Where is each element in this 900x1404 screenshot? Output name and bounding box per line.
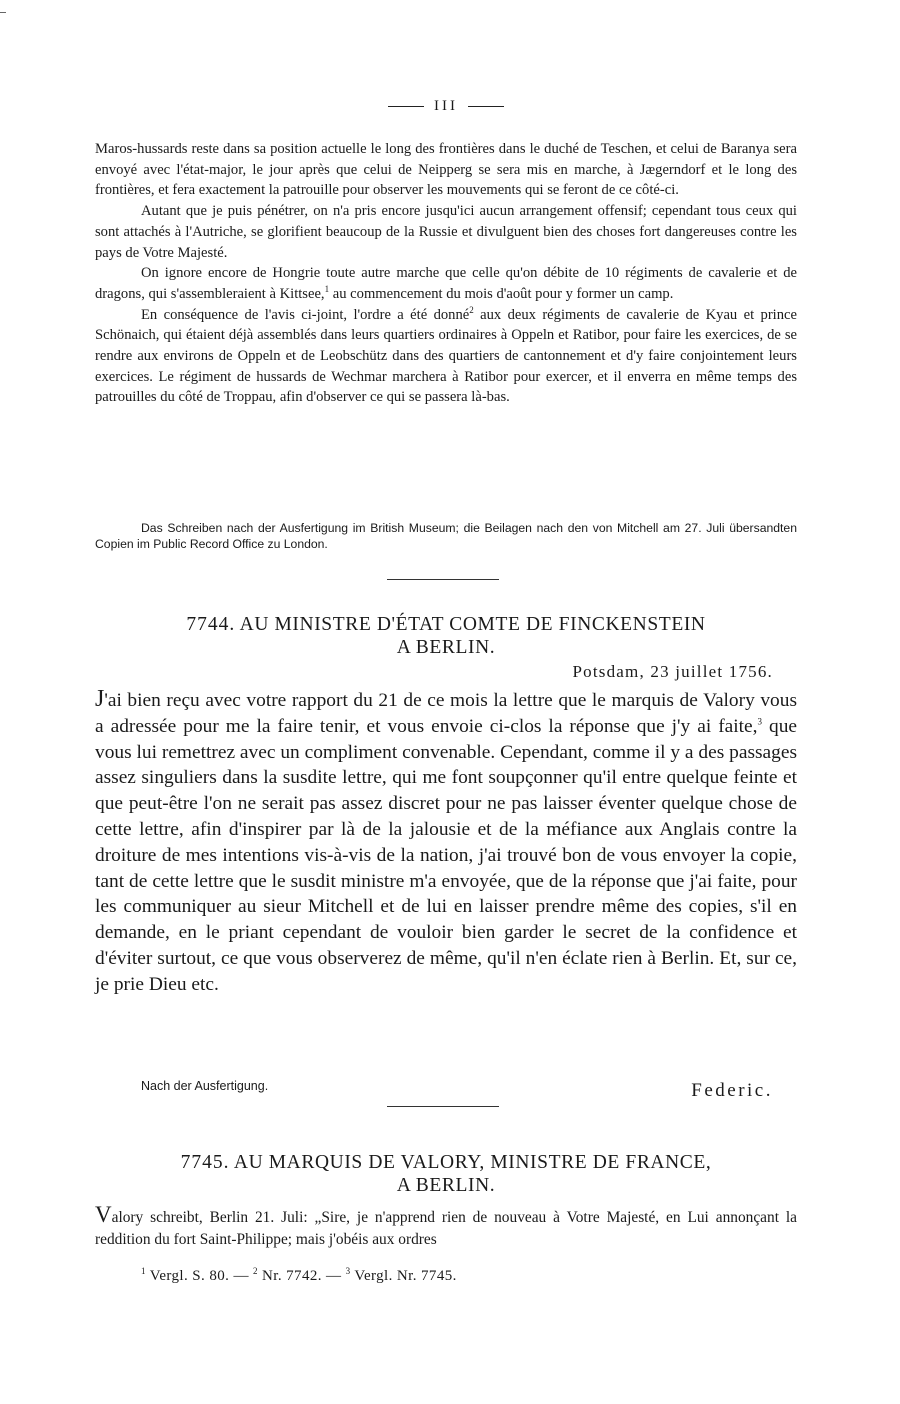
letter-7745-heading (95, 1151, 797, 1197)
letter-7744-body-text-a: 'ai bien reçu avec votre rapport du 21 de ce mois la lettre que le marquis de Valory vous a adressée pour me la faire tenir, et vous envoie ci-clos la réponse que j'y ai faite, (95, 690, 797, 737)
footnotes (141, 1268, 457, 1285)
footnote-ref-1: 1 (324, 284, 330, 295)
letter-7744-body-text-b: que vous lui remettrez avec un compliment convenable. Cependant, comme il y a des passages assez singuliers dans la susdite lettre, qui me font soupçonner qu'il entre quelque feinte et que peut-être l'on ne serait pas assez discret pour ne pas laisser éventer quelque chose de cette lettre, afin d'inspirer par là de la jalousie et de la méfiance aux Anglais contre la droiture de mes intentions vis-à-vis de la nation, j'ai trouvé bon de vous envoyer la copie, tant de cette lettre que le susdit ministre m'a envoyée, que de la réponse que j'ai faite, pour les communiquer au sieur Mitchell et de lui en laisser prendre même des copies, s'il en demande, en le priant cependant de vouloir bien garder le secret de la confidence et d'éviter surtout, ce que vous observerez de même, qu'il n'en éclate rien à Berlin. Et, sur ce, je prie Dieu etc. (95, 715, 797, 995)
report-paragraph-3-text-a: On ignore encore de Hongrie toute autre marche que celle qu'on débite de 10 régiments de cavalerie et de dragons, qui s'assembleraient à Kittsee, (95, 265, 797, 302)
report-paragraph-4-text-b: aux deux régiments de cavalerie de Kyau et prince Schönaich, qui étaient déjà assemblés dans leurs quartiers ordinaires à Oppeln et Ratibor, pour faire les exercices, de se rendre aux environs de Oppeln et de Leobschütz dans des quartiers de cantonnement et d'y faire conjointement leurs exercices. Le régiment de hussards de Wechmar marchera à Ratibor pour exercer, et il enverra en même temps des patrouilles du côté de Troppau, afin d'observer ce qui se passera là-bas. (95, 306, 797, 406)
page-header (95, 98, 797, 115)
letter-7745-title: AU MARQUIS DE VALORY, MINISTRE DE FRANCE, (233, 1152, 712, 1173)
letter-7745-body-text: alory schreibt, Berlin 21. Juli: „Sire, je n'apprend rien de nouveau à Votre Majesté, en Lui annonçant la reddition du fort Saint-Philippe; mais j'obéis aux ordres (95, 1209, 797, 1248)
section-divider-2 (387, 1106, 499, 1107)
letter-7744-number: 7744. (186, 614, 236, 635)
letter-7744-dateline: Potsdam, 23 juillet 1756. (572, 662, 773, 681)
section-divider-1 (387, 579, 499, 580)
footnote-3-text: Vergl. Nr. 7745. (350, 1268, 457, 1284)
report-paragraph-3-text-b: au commencement du mois d'août pour y former un camp. (329, 285, 674, 302)
letter-7744-initial: J (95, 686, 105, 712)
report-paragraph-3 (95, 263, 797, 304)
letter-7745-body (95, 1204, 797, 1251)
header-dash-right (468, 106, 504, 107)
continued-report (95, 139, 797, 408)
footnote-1-text: Vergl. S. 80. — (145, 1268, 253, 1284)
letter-7745-number: 7745. (180, 1152, 230, 1173)
footnote-2-text: Nr. 7742. — (257, 1268, 346, 1284)
header-dash-left (388, 106, 424, 107)
report-paragraph-2: Autant que je puis pénétrer, on n'a pris encore jusqu'ici aucun arrangement offensif; cependant tous ceux qui sont attachés à l'Autriche, se glorifient beaucoup de la Russie et divulguent bien des choses fort dangereuses contre les pays de Votre Majesté. (95, 203, 797, 261)
letter-7744-source-note: Nach der Ausfertigung. (141, 1079, 269, 1093)
letter-7744-title-line-2: A BERLIN. (396, 637, 496, 658)
report-paragraph-4 (95, 305, 797, 409)
report-source-note: Das Schreiben nach der Ausfertigung im British Museum; die Beilagen nach den von Mitchell am 27. Juli übersandten Copien im Public Record Office zu London. (95, 521, 797, 551)
letter-7744-signature: Federic. (691, 1080, 773, 1101)
scan-edge-mark (0, 12, 6, 13)
letter-7744-body (95, 687, 797, 998)
letter-7745-title-line-2: A BERLIN. (396, 1175, 496, 1196)
letter-7745-initial: V (95, 1202, 112, 1227)
letter-7744-title-line-1 (95, 613, 797, 636)
footnote-ref-3: 3 (757, 716, 763, 727)
page-number: III (434, 98, 458, 114)
footnote-1-number: 1 (141, 1266, 146, 1276)
footnote-3-number: 3 (345, 1266, 351, 1276)
footnote-2-number: 2 (253, 1266, 258, 1276)
letter-7744-heading (95, 613, 797, 659)
letter-7745-title-line-1 (95, 1151, 797, 1174)
letter-7744-title: AU MINISTRE D'ÉTAT COMTE DE FINCKENSTEIN (239, 614, 706, 635)
footnote-ref-2: 2 (469, 304, 474, 315)
report-paragraph-1: Maros-hussards reste dans sa position actuelle le long des frontières dans le duché de Teschen, et celui de Baranya sera envoyé avec l'état-major, le jour après que celui de Neipperg se sera mis en marche, à Jægerndorf et le long des frontières, et fera exactement la patrouille pour observer les mouvements qui se feront de ce côté-ci. (95, 141, 797, 199)
report-paragraph-4-text-a: En conséquence de l'avis ci-joint, l'ordre a été donné (141, 306, 470, 323)
